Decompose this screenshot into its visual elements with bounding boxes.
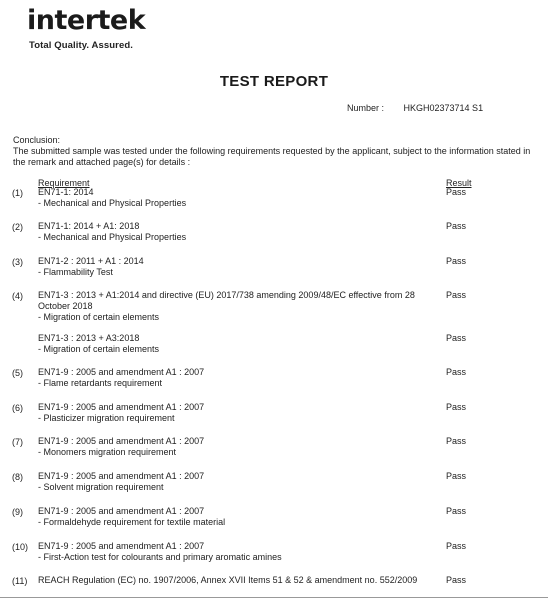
row-number: (8) [12, 472, 23, 482]
row-number: (11) [12, 576, 28, 586]
requirement-standard: EN71-3 : 2013 + A1:2014 and directive (EU) 2017/738 amending 2009/48/EC effective from 28 October 2018 [38, 290, 415, 311]
requirement-text [38, 221, 433, 243]
requirement-text [38, 436, 433, 458]
requirement-text [38, 541, 433, 563]
result-value: Pass [446, 187, 467, 197]
row-number: (6) [12, 403, 23, 413]
requirement-text [38, 575, 433, 586]
result-value: Pass [446, 506, 467, 516]
requirement-description: - Mechanical and Physical Properties [38, 198, 187, 208]
result-value: Pass [446, 402, 467, 412]
result-value: Pass [446, 541, 467, 551]
result-value: Pass [446, 256, 467, 266]
requirement-standard: EN71-9 : 2005 and amendment A1 : 2007 [38, 506, 205, 516]
requirement-standard: EN71-9 : 2005 and amendment A1 : 2007 [38, 367, 205, 377]
result-value: Pass [446, 333, 467, 343]
result-value: Pass [446, 436, 467, 446]
requirement-description: - Migration of certain elements [38, 312, 160, 322]
requirement-text [38, 367, 433, 389]
row-number: (2) [12, 222, 23, 232]
result-value: Pass [446, 290, 467, 300]
requirement-description: - Formaldehyde requirement for textile material [38, 517, 226, 527]
requirement-standard: EN71-2 : 2011 + A1 : 2014 [38, 256, 144, 266]
row-number: (1) [12, 188, 23, 198]
requirement-standard: EN71-3 : 2013 + A3:2018 [38, 333, 140, 343]
logo-wordmark: intertek [27, 5, 146, 36]
requirement-description: - Flammability Test [38, 267, 113, 277]
requirement-text [38, 256, 433, 278]
requirement-description: - Solvent migration requirement [38, 482, 164, 492]
intertek-logo [27, 6, 157, 52]
row-number: (4) [12, 291, 23, 301]
requirement-description: - Flame retardants requirement [38, 378, 163, 388]
page-title: TEST REPORT [219, 73, 329, 90]
requirement-standard: EN71-1: 2014 [38, 187, 94, 197]
conclusion-label: Conclusion: [13, 135, 61, 145]
page-divider [0, 597, 548, 598]
requirement-text [38, 290, 433, 323]
requirement-standard: EN71-1: 2014 + A1: 2018 [38, 221, 140, 231]
row-number: (7) [12, 437, 23, 447]
requirement-standard: EN71-9 : 2005 and amendment A1 : 2007 [38, 471, 205, 481]
requirement-standard: EN71-9 : 2005 and amendment A1 : 2007 [38, 541, 205, 551]
requirement-standard: EN71-9 : 2005 and amendment A1 : 2007 [38, 402, 205, 412]
requirement-header: Requirement [38, 178, 90, 188]
requirement-description: - Mechanical and Physical Properties [38, 232, 187, 242]
result-value: Pass [446, 221, 467, 231]
requirement-standard: REACH Regulation (EC) no. 1907/2006, Annex XVII Items 51 & 52 & amendment no. 552/2009 [38, 575, 418, 585]
report-number-value: HKGH02373714 S1 [403, 103, 484, 113]
result-value: Pass [446, 575, 467, 585]
report-number [347, 103, 483, 113]
requirement-text [38, 333, 433, 355]
conclusion-text: The submitted sample was tested under the following requirements requested by the applicant, subject to the information stated in the remark and attached page(s) for details : [13, 146, 531, 167]
requirement-description: - Plasticizer migration requirement [38, 413, 175, 423]
requirement-text [38, 506, 433, 528]
row-number: (10) [12, 542, 29, 552]
requirement-description: - Monomers migration requirement [38, 447, 177, 457]
requirement-text [38, 402, 433, 424]
conclusion [13, 135, 543, 168]
requirement-standard: EN71-9 : 2005 and amendment A1 : 2007 [38, 436, 205, 446]
row-number: (9) [12, 507, 23, 517]
report-number-label: Number : [347, 103, 385, 113]
result-value: Pass [446, 471, 467, 481]
requirement-text [38, 187, 433, 209]
requirement-description: - Migration of certain elements [38, 344, 160, 354]
result-value: Pass [446, 367, 467, 377]
result-header: Result [446, 178, 472, 188]
logo-tagline: Total Quality. Assured. [29, 40, 134, 51]
row-number: (5) [12, 368, 23, 378]
requirement-description: - First-Action test for colourants and primary aromatic amines [38, 552, 282, 562]
requirement-text [38, 471, 433, 493]
row-number: (3) [12, 257, 23, 267]
